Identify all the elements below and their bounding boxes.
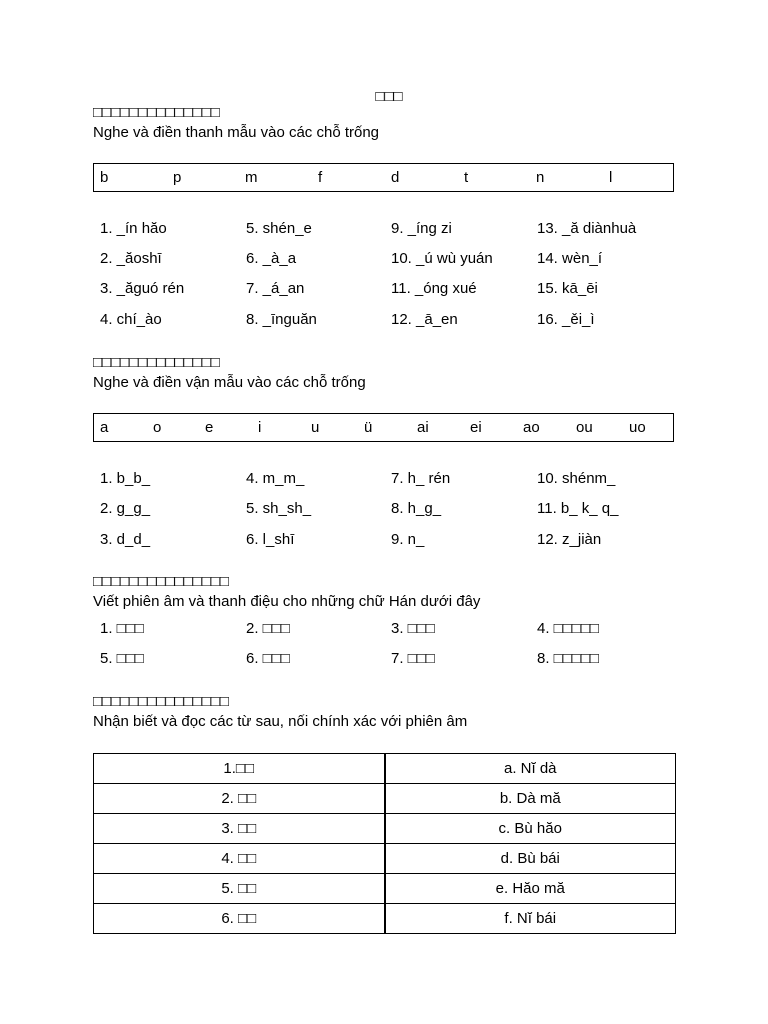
exercise-item: 4. □□□□□ <box>537 620 599 637</box>
matching-table <box>93 753 676 934</box>
final-letter: a <box>100 419 109 436</box>
pinyin-cell: f. Nĭ bái <box>385 904 676 934</box>
final-letter: u <box>311 419 320 436</box>
initial-letter: l <box>609 169 613 186</box>
hanzi-cell: 2. □□ <box>94 784 385 814</box>
table-row <box>94 754 676 784</box>
exercise-item: 11. _óng xué <box>391 280 477 297</box>
pinyin-cell: c. Bù hăo <box>385 814 676 844</box>
section-3-heading: □□□□□□□□□□□□□□□ <box>93 573 229 590</box>
final-letter: i <box>258 419 262 436</box>
table-row <box>94 814 676 844</box>
section-1-heading: □□□□□□□□□□□□□□ <box>93 104 220 121</box>
final-letter: o <box>153 419 162 436</box>
section-2-subtitle: Nghe và điền vận mẫu vào các chỗ trống <box>93 374 366 391</box>
hanzi-cell: 3. □□ <box>94 814 385 844</box>
exercise-item: 4. m_m_ <box>246 470 305 487</box>
section-3-subtitle: Viết phiên âm và thanh điệu cho những chữ Hán dưới đây <box>93 593 481 610</box>
exercise-item: 12. z_jiàn <box>537 531 602 548</box>
page-title: □□□ <box>375 88 403 105</box>
hanzi-cell: 4. □□ <box>94 844 385 874</box>
exercise-item: 6. □□□ <box>246 650 290 667</box>
exercise-item: 3. □□□ <box>391 620 435 637</box>
exercise-item: 11. b_ k_ q_ <box>537 500 619 517</box>
table-row <box>94 844 676 874</box>
table-row <box>94 784 676 814</box>
exercise-item: 7. □□□ <box>391 650 435 667</box>
section-1-subtitle: Nghe và điền thanh mẫu vào các chỗ trống <box>93 124 380 141</box>
exercise-item: 8. _īnguăn <box>246 311 317 328</box>
initial-letter: n <box>536 169 545 186</box>
exercise-item: 2. _ăoshī <box>100 250 162 267</box>
exercise-item: 1. □□□ <box>100 620 144 637</box>
final-letter: uo <box>629 419 646 436</box>
exercise-item: 14. wèn_í <box>537 250 603 267</box>
final-letter: e <box>205 419 214 436</box>
exercise-item: 10. shénm_ <box>537 470 616 487</box>
exercise-item: 7. _á_an <box>246 280 305 297</box>
pinyin-cell: a. Nĭ dà <box>385 754 676 784</box>
final-letter: ei <box>470 419 482 436</box>
exercise-item: 5. □□□ <box>100 650 144 667</box>
final-letter: ou <box>576 419 593 436</box>
exercise-item: 15. kā_ēi <box>537 280 598 297</box>
initial-letter: t <box>464 169 469 186</box>
initial-letter: d <box>391 169 400 186</box>
initials-box <box>93 163 674 192</box>
initial-letter: b <box>100 169 109 186</box>
hanzi-cell: 6. □□ <box>94 904 385 934</box>
pinyin-cell: b. Dà mă <box>385 784 676 814</box>
exercise-item: 16. _ěi_ì <box>537 311 595 328</box>
exercise-item: 8. h_g_ <box>391 500 442 517</box>
section-4-heading: □□□□□□□□□□□□□□□ <box>93 693 229 710</box>
exercise-item: 2. □□□ <box>246 620 290 637</box>
final-letter: ao <box>523 419 540 436</box>
exercise-item: 7. h_ rén <box>391 470 451 487</box>
exercise-item: 9. _íng zi <box>391 220 452 237</box>
exercise-item: 6. l_shī <box>246 531 295 548</box>
initial-letter: p <box>173 169 182 186</box>
initial-letter: m <box>245 169 258 186</box>
pinyin-cell: d. Bù bái <box>385 844 676 874</box>
section-2-heading: □□□□□□□□□□□□□□ <box>93 354 220 371</box>
exercise-item: 9. n_ <box>391 531 425 548</box>
finals-box <box>93 413 674 442</box>
hanzi-cell: 5. □□ <box>94 874 385 904</box>
exercise-item: 3. d_d_ <box>100 531 151 548</box>
exercise-item: 5. shén_e <box>246 220 312 237</box>
initial-letter: f <box>318 169 323 186</box>
section-4-subtitle: Nhận biết và đọc các từ sau, nối chính xác với phiên âm <box>93 713 468 730</box>
final-letter: ü <box>364 419 373 436</box>
exercise-item: 3. _ăguó rén <box>100 280 185 297</box>
pinyin-cell: e. Hăo mă <box>385 874 676 904</box>
hanzi-cell: 1.□□ <box>94 754 385 784</box>
exercise-item: 10. _ú wù yuán <box>391 250 493 267</box>
exercise-item: 13. _ă diànhuà <box>537 220 637 237</box>
exercise-item: 1. _ín hăo <box>100 220 167 237</box>
final-letter: ai <box>417 419 429 436</box>
table-row <box>94 904 676 934</box>
exercise-item: 2. g_g_ <box>100 500 151 517</box>
table-row <box>94 874 676 904</box>
exercise-item: 8. □□□□□ <box>537 650 599 667</box>
exercise-item: 12. _ā_en <box>391 311 458 328</box>
exercise-item: 6. _à_a <box>246 250 297 267</box>
exercise-item: 4. chí_ào <box>100 311 162 328</box>
exercise-item: 1. b_b_ <box>100 470 151 487</box>
exercise-item: 5. sh_sh_ <box>246 500 312 517</box>
